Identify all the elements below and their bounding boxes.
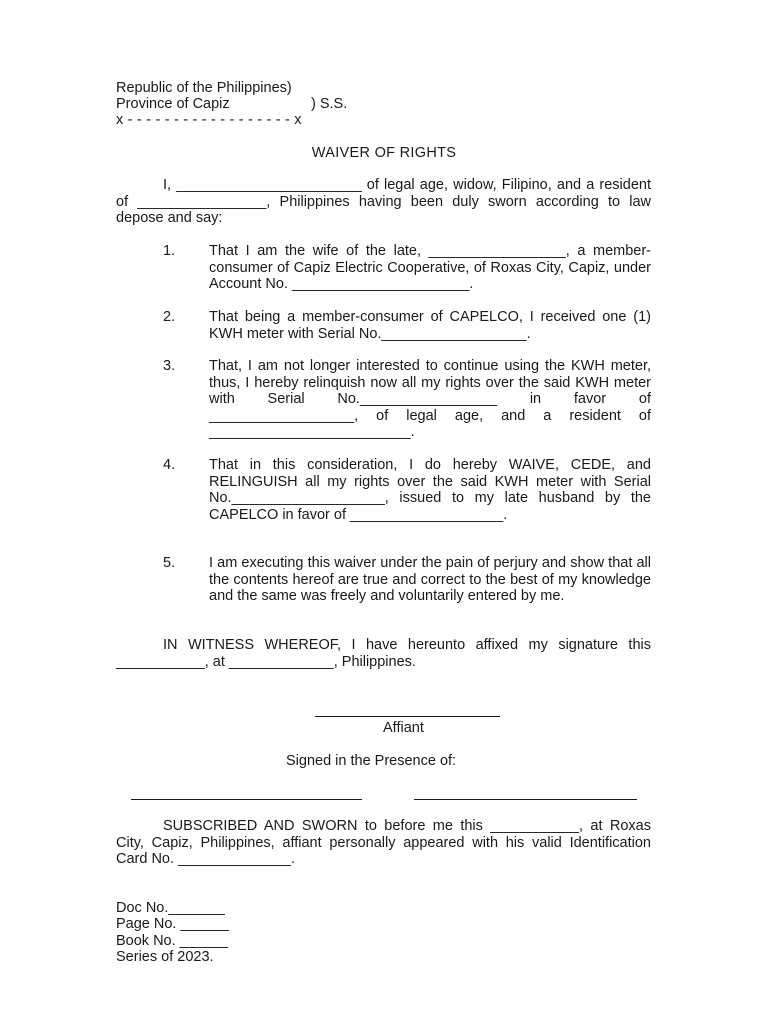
item-number: 1.: [163, 243, 176, 259]
witness-paragraph: IN WITNESS WHEREOF, I have hereunto affixed my signature this ___________, at _____________, Philippines.: [116, 637, 651, 670]
header-ss: ) S.S.: [311, 96, 348, 112]
header-province: Province of Capiz: [116, 96, 230, 112]
footer-page-no: Page No. ______: [116, 916, 229, 932]
footer-doc-no: Doc No._______: [116, 900, 225, 916]
item-text: That, I am not longer interested to continue using the KWH meter, thus, I hereby relinquish now all my rights over the said KWH meter with Serial No._________________ in favor of __________________, of legal age, and a resident of _________________________.: [209, 358, 651, 440]
presence-label: Signed in the Presence of:: [286, 753, 457, 769]
item-text: That being a member-consumer of CAPELCO, I received one (1) KWH meter with Serial No.__________________.: [209, 309, 651, 342]
witness-signature-line-1: [131, 799, 362, 800]
footer-book-no: Book No. ______: [116, 933, 229, 949]
affiant-label: Affiant: [383, 720, 424, 736]
item-number: 2.: [163, 309, 176, 325]
item-number: 3.: [163, 358, 176, 374]
header-divider: x - - - - - - - - - - - - - - - - - - x: [116, 112, 302, 128]
intro-paragraph: I, _______________________ of legal age, widow, Filipino, and a resident of ________________, Philippines having been duly sworn according to law depose and say:: [116, 177, 651, 226]
document-title: WAIVER OF RIGHTS: [311, 145, 457, 161]
witness-signature-line-2: [414, 799, 637, 800]
item-number: 4.: [163, 457, 176, 473]
item-text: That I am the wife of the late, _________________, a member-consumer of Capiz Electric Cooperative, of Roxas City, Capiz, under Account No. ______________________.: [209, 243, 651, 292]
subscribed-paragraph: SUBSCRIBED AND SWORN to before me this ___________, at Roxas City, Capiz, Philippines, affiant personally appeared with his valid Identification Card No. ______________.: [116, 818, 651, 867]
item-number: 5.: [163, 555, 176, 571]
item-text: I am executing this waiver under the pain of perjury and show that all the contents hereof are true and correct to the best of my knowledge and the same was freely and voluntarily entered by me.: [209, 555, 651, 604]
header-republic: Republic of the Philippines): [116, 80, 292, 96]
footer-series: Series of 2023.: [116, 949, 214, 965]
affiant-signature-line: [315, 716, 500, 717]
item-text: That in this consideration, I do hereby WAIVE, CEDE, and RELINGUISH all my rights over the said KWH meter with Serial No.___________________, issued to my late husband by the CAPELCO in favor of ___________________.: [209, 457, 651, 523]
